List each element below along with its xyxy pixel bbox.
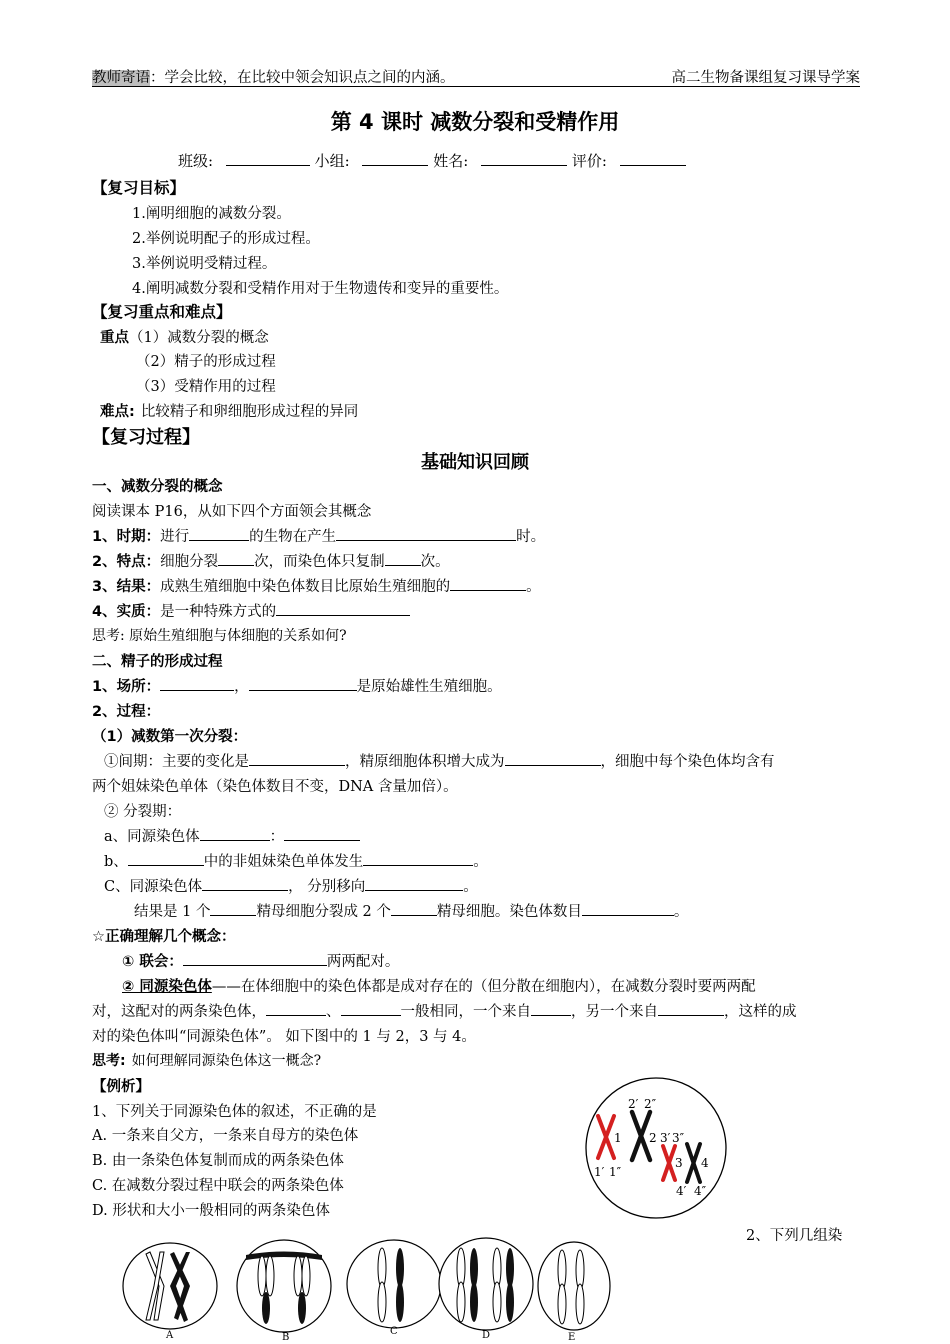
interphase-line <box>104 750 775 771</box>
text-fragment: 中的非姐妹染色单体发生 <box>203 854 364 870</box>
text-fragment: ，另一个来自 <box>571 1004 658 1020</box>
blank-field[interactable] <box>183 951 327 966</box>
blank-field[interactable] <box>249 676 357 691</box>
text-fragment: ，这样的成 <box>724 1004 797 1020</box>
time-line <box>92 525 545 546</box>
blank-field[interactable] <box>128 851 204 866</box>
name-field[interactable] <box>481 151 567 166</box>
text-fragment: 成熟生殖细胞中染色体数目比原始生殖细胞的 <box>160 579 451 595</box>
meiosis1-heading: （1）减数第一次分裂： <box>92 729 248 745</box>
eval-label: 评价: <box>571 152 607 170</box>
item-b-line <box>104 850 488 871</box>
group-label: 小组: <box>314 152 350 170</box>
text-fragment: 次，而染色体只复制 <box>254 554 385 570</box>
key-item: （2）精子的形成过程 <box>136 354 276 370</box>
text-fragment: 精母细胞。染色体数目 <box>436 904 582 920</box>
cell-d <box>439 1238 533 1330</box>
goal-item: 2.举例说明配子的形成过程。 <box>132 231 320 247</box>
text-fragment: C、同源染色体 <box>104 879 203 895</box>
key-label: 重点 <box>100 330 129 346</box>
cell-a <box>123 1243 217 1329</box>
blank-field[interactable] <box>365 876 463 891</box>
text-fragment: 的生物在产生 <box>249 529 337 545</box>
text-fragment: ， 分别移向 <box>288 879 366 895</box>
section1-intro: 阅读课本 P16，从如下四个方面领会其概念 <box>92 504 372 520</box>
interphase-line-2: 两个姐妹染色单体（染色体数目不变，DNA 含量加倍）。 <box>92 779 458 795</box>
difficulty-line <box>100 400 358 421</box>
header-motto: ：学会比较，在比较中领会知识点之间的内涵。 <box>150 70 455 86</box>
meiosis1-result <box>134 900 688 921</box>
text-fragment: a、同源染色体 <box>104 829 200 845</box>
option-b[interactable]: B. 由一条染色体复制而成的两条染色体 <box>92 1153 344 1169</box>
result-line <box>92 575 541 596</box>
goal-item: 4.阐明减数分裂和受精作用对于生物遗传和变异的重要性。 <box>132 281 509 297</box>
text-fragment: 是一种特殊方式的 <box>160 604 277 620</box>
group-field[interactable] <box>362 151 428 166</box>
cell-label-c: C <box>390 1326 398 1337</box>
concept-homolog-line-2 <box>92 1000 797 1021</box>
blank-field[interactable] <box>189 526 249 541</box>
concept-homolog-line-1 <box>122 975 756 996</box>
key-line-1 <box>100 326 269 347</box>
option-c[interactable]: C. 在减数分裂过程中联会的两条染色体 <box>92 1178 344 1194</box>
page-title: 第 4 课时 减数分裂和受精作用 <box>330 110 620 134</box>
think-label: 思考: <box>92 1053 126 1069</box>
cell-e <box>538 1242 610 1330</box>
header-right: 高二生物备课组复习课导学案 <box>671 70 860 86</box>
section1-think: 思考: 原始生殖细胞与体细胞的关系如何? <box>92 628 347 644</box>
time-label: 1、时期： <box>92 529 161 545</box>
text-fragment: 一般相同，一个来自 <box>400 1004 531 1020</box>
goals-heading: 【复习目标】 <box>92 179 186 197</box>
cell-c <box>347 1240 441 1328</box>
concept-think <box>92 1050 321 1070</box>
text-fragment: ： <box>269 829 285 845</box>
blank-field[interactable] <box>505 751 601 766</box>
blank-field[interactable] <box>249 751 345 766</box>
text-fragment: 细胞分裂 <box>160 554 219 570</box>
goal-item: 1.阐明细胞的减数分裂。 <box>132 206 291 222</box>
blank-field[interactable] <box>341 1001 401 1016</box>
section2-heading: 二、精子的形成过程 <box>92 654 223 670</box>
text-fragment: 。 <box>463 879 478 895</box>
option-d[interactable]: D. 形状和大小一般相同的两条染色体 <box>92 1203 330 1219</box>
class-label: 班级: <box>178 152 214 170</box>
text-fragment: 两两配对。 <box>326 954 400 970</box>
eval-field[interactable] <box>620 151 686 166</box>
fig-label: 2 <box>649 1131 657 1145</box>
blank-field[interactable] <box>385 551 421 566</box>
place-label: 1、场所： <box>92 679 161 695</box>
header-left <box>92 66 455 87</box>
example-heading: 【例析】 <box>92 1079 150 1095</box>
cell-label-d: D <box>482 1330 491 1341</box>
process-subheading: 基础知识回顾 <box>421 452 529 473</box>
blank-field[interactable] <box>210 901 256 916</box>
text-fragment: 。 <box>526 579 541 595</box>
concepts-heading: ☆正确理解几个概念： <box>92 929 236 945</box>
text-fragment: ——在体细胞中的染色体都是成对存在的（但分散在细胞内），在减数分裂时要两两配 <box>211 979 756 995</box>
text-fragment: ， <box>234 679 249 695</box>
think-text: 如何理解同源染色体这一概念? <box>131 1053 322 1069</box>
process-label: 2、过程： <box>92 704 161 720</box>
fig-label: 3′ <box>660 1131 671 1145</box>
text-fragment: 。 <box>673 904 689 920</box>
blank-field[interactable] <box>391 901 437 916</box>
blank-field[interactable] <box>266 1001 326 1016</box>
difficulty-text: 比较精子和卵细胞形成过程的异同 <box>140 404 359 420</box>
fig-label: 3 <box>675 1156 683 1170</box>
question-1: 1、下列关于同源染色体的叙述，不正确的是 <box>92 1104 377 1120</box>
fig-label: 1 <box>614 1131 622 1145</box>
option-a[interactable]: A. 一条来自父方，一条来自母方的染色体 <box>92 1128 359 1144</box>
division-label: ② 分裂期： <box>104 804 182 820</box>
concept-label: ① 联会： <box>122 954 183 970</box>
name-label: 姓名: <box>433 152 469 170</box>
cell-label-a: A <box>166 1330 174 1341</box>
text-fragment: 结果是 1 个 <box>134 904 211 920</box>
blank-field[interactable] <box>200 826 270 841</box>
question-2-start: 2、下列几组染 <box>746 1228 843 1244</box>
blank-field[interactable] <box>450 576 526 591</box>
text-fragment: 、 <box>326 1004 341 1020</box>
item-a-line <box>104 825 360 846</box>
blank-field[interactable] <box>218 551 254 566</box>
concept-homolog-line-3: 对的染色体叫“同源染色体”。 如下图中的 1 与 2，3 与 4。 <box>92 1029 476 1045</box>
text-fragment: 。 <box>473 854 488 870</box>
cells-ae-figure <box>118 1236 618 1342</box>
text-fragment: ，精原细胞体积增大成为 <box>345 754 505 770</box>
class-field[interactable] <box>226 151 310 166</box>
text-fragment: 是原始雄性生殖细胞。 <box>356 679 502 695</box>
feature-label: 2、特点： <box>92 554 161 570</box>
key-item: （1）减数分裂的概念 <box>129 330 269 346</box>
fig-label: 4′ <box>676 1184 687 1198</box>
difficulty-label: 难点: <box>100 404 135 420</box>
fig-label: 2′ <box>628 1097 639 1111</box>
goal-item: 3.举例说明受精过程。 <box>132 256 277 272</box>
fig-label: 1′ <box>594 1165 605 1179</box>
concept-label: ② 同源染色体 <box>122 979 212 995</box>
blank-field[interactable] <box>658 1001 724 1016</box>
cell-label-b: B <box>282 1332 290 1342</box>
text-fragment: 对，这配对的两条染色体， <box>92 1004 266 1020</box>
place-line <box>92 675 502 696</box>
cell-label-e: E <box>568 1332 576 1342</box>
blank-field[interactable] <box>336 526 516 541</box>
fig-label: 1″ <box>609 1165 622 1179</box>
form-row <box>178 150 686 171</box>
feature-line <box>92 550 450 571</box>
text-fragment: ，细胞中每个染色体均含有 <box>600 754 775 770</box>
fig-label: 2″ <box>644 1097 657 1111</box>
blank-field[interactable] <box>582 901 674 916</box>
result-label: 3、结果： <box>92 579 161 595</box>
text-fragment: 精母细胞分裂成 2 个 <box>256 904 391 920</box>
blank-field[interactable] <box>276 601 410 616</box>
fig-label: 4″ <box>694 1184 707 1198</box>
homolog-cell-figure <box>576 1074 736 1220</box>
blank-field[interactable] <box>202 876 288 891</box>
text-fragment: 时。 <box>516 529 546 545</box>
essence-label: 4、实质： <box>92 604 161 620</box>
header-label: 教师寄语 <box>92 70 150 86</box>
keypoints-heading: 【复习重点和难点】 <box>92 303 232 321</box>
concept-synapsis <box>122 950 399 971</box>
fig-label: 4 <box>701 1156 709 1170</box>
text-fragment: b、 <box>104 854 128 870</box>
text-fragment: 次。 <box>420 554 450 570</box>
blank-field[interactable] <box>160 676 234 691</box>
process-heading: 【复习过程】 <box>92 427 200 448</box>
page-header <box>92 64 860 87</box>
text-fragment: ①间期：主要的变化是 <box>104 754 249 770</box>
blank-field[interactable] <box>284 826 360 841</box>
section1-heading: 一、减数分裂的概念 <box>92 479 223 495</box>
key-item: （3）受精作用的过程 <box>136 379 276 395</box>
essence-line <box>92 600 410 621</box>
fig-label: 3″ <box>672 1131 685 1145</box>
blank-field[interactable] <box>363 851 473 866</box>
cell-b <box>237 1240 331 1332</box>
blank-field[interactable] <box>531 1001 571 1016</box>
text-fragment: 进行 <box>160 529 190 545</box>
item-c-line <box>104 875 478 896</box>
